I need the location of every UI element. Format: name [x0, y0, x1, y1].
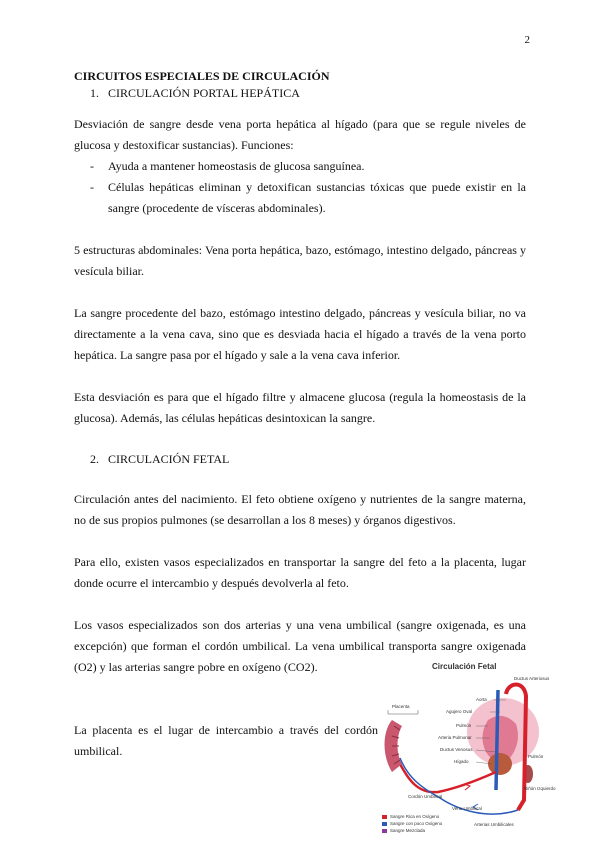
legend-swatch: [382, 822, 387, 826]
legend-item: Sangre Mezclada: [382, 828, 425, 833]
document-body: [74, 68, 526, 762]
paragraph-structures: 5 estructuras abdominales: Vena porta hepática, bazo, estómago, intestino delgado, páncreas y vesícula biliar.: [74, 243, 526, 278]
section-number: 1.: [90, 86, 99, 100]
paragraph-portal-flow: La sangre procedente del bazo, estómago intestino delgado, páncreas y vesícula biliar, no va directamente a la vena cava, sino que es desviada hacia el hígado a través de la vena porto hepática. La sangre pasa por el hígado y sale a la vena cava inferior.: [74, 306, 526, 362]
label-lung: Pulmón: [456, 723, 472, 728]
label-aorta: Aorta: [476, 697, 487, 702]
paragraph-portal-purpose: Esta desviación es para que el hígado filtre y almacene glucosa (regula la homeostasis de la glucosa). Además, las células hepáticas desintoxican la sangre.: [74, 390, 526, 425]
legend-swatch: [382, 815, 387, 819]
paragraph-placenta: La placenta es el lugar de intercambio a través del cordón umbilical.: [74, 723, 378, 758]
section-title: CIRCULACIÓN PORTAL HEPÁTICA: [108, 86, 300, 100]
document-title: CIRCUITOS ESPECIALES DE CIRCULACIÓN: [74, 69, 330, 83]
list-item: - Ayuda a mantener homeostasis de glucosa sanguínea.: [90, 159, 365, 173]
label-placenta: Placenta: [392, 704, 410, 709]
paragraph-umbilical: Los vasos especializados son dos arterias y una vena umbilical (sangre oxigenada, es una excepción) que forman el cordón umbilical. La vena umbilical transporta sangre oxigenada (O2) y las arterias sangre pobre en oxígeno (CO2).: [74, 618, 526, 674]
umbilical-vein-vessel: [398, 760, 496, 792]
legend-item: Sangre Rica en Oxígeno: [382, 814, 439, 819]
page-number: 2: [524, 34, 530, 46]
label-ductus-arteriosus: Ductus Arteriosus: [514, 676, 550, 681]
label-pulmonary-artery: Arteria Pulmonar: [438, 735, 472, 740]
section-heading-fetal: [74, 450, 526, 468]
label-cord: Cordón Umbilical: [408, 794, 443, 799]
fetal-circulation-figure: [378, 660, 556, 836]
label-umbilical-arteries: Arterias Umbilicales: [474, 822, 514, 827]
label-umbilical-vein: Vena Umbilical: [452, 806, 482, 811]
figure-title: Circulación Fetal: [432, 662, 497, 671]
legend-item: Sangre con poco Oxígeno: [382, 821, 442, 826]
legend-swatch: [382, 829, 387, 833]
list-item: - Células hepáticas eliminan y detoxifican sustancias tóxicas que puede existir en la sangre (procedente de vísceras abdominales).: [90, 180, 526, 215]
paragraph-portal-intro: Desviación de sangre desde vena porta hepática al hígado (para que se regule niveles de glucosa y destoxificar sustancias). Funciones:: [74, 117, 526, 152]
label-liver: Hígado: [454, 759, 469, 764]
paragraph-fetal-vessels: Para ello, existen vasos especializados en transportar la sangre del feto a la placenta, lugar donde ocurre el intercambio y después devolverla al feto.: [74, 555, 526, 590]
paragraph-fetal-intro: Circulación antes del nacimiento. El feto obtiene oxígeno y nutrientes de la sangre materna, no de sus propios pulmones (se desarrollan a los 8 meses) y órganos digestivos.: [74, 492, 526, 527]
label-foramen: Agujero Oval: [446, 709, 473, 714]
functions-list: [74, 156, 526, 219]
vena-cava-vessel: [496, 690, 498, 790]
section-title: CIRCULACIÓN FETAL: [108, 452, 230, 466]
section-heading-portal: [74, 84, 526, 102]
label-ductus-venosus: Ductus Venosus: [440, 747, 473, 752]
label-bladder: Pulmón: [528, 754, 544, 759]
label-kidney: Riñón Izquierdo: [524, 786, 556, 791]
section-number: 2.: [90, 452, 99, 466]
